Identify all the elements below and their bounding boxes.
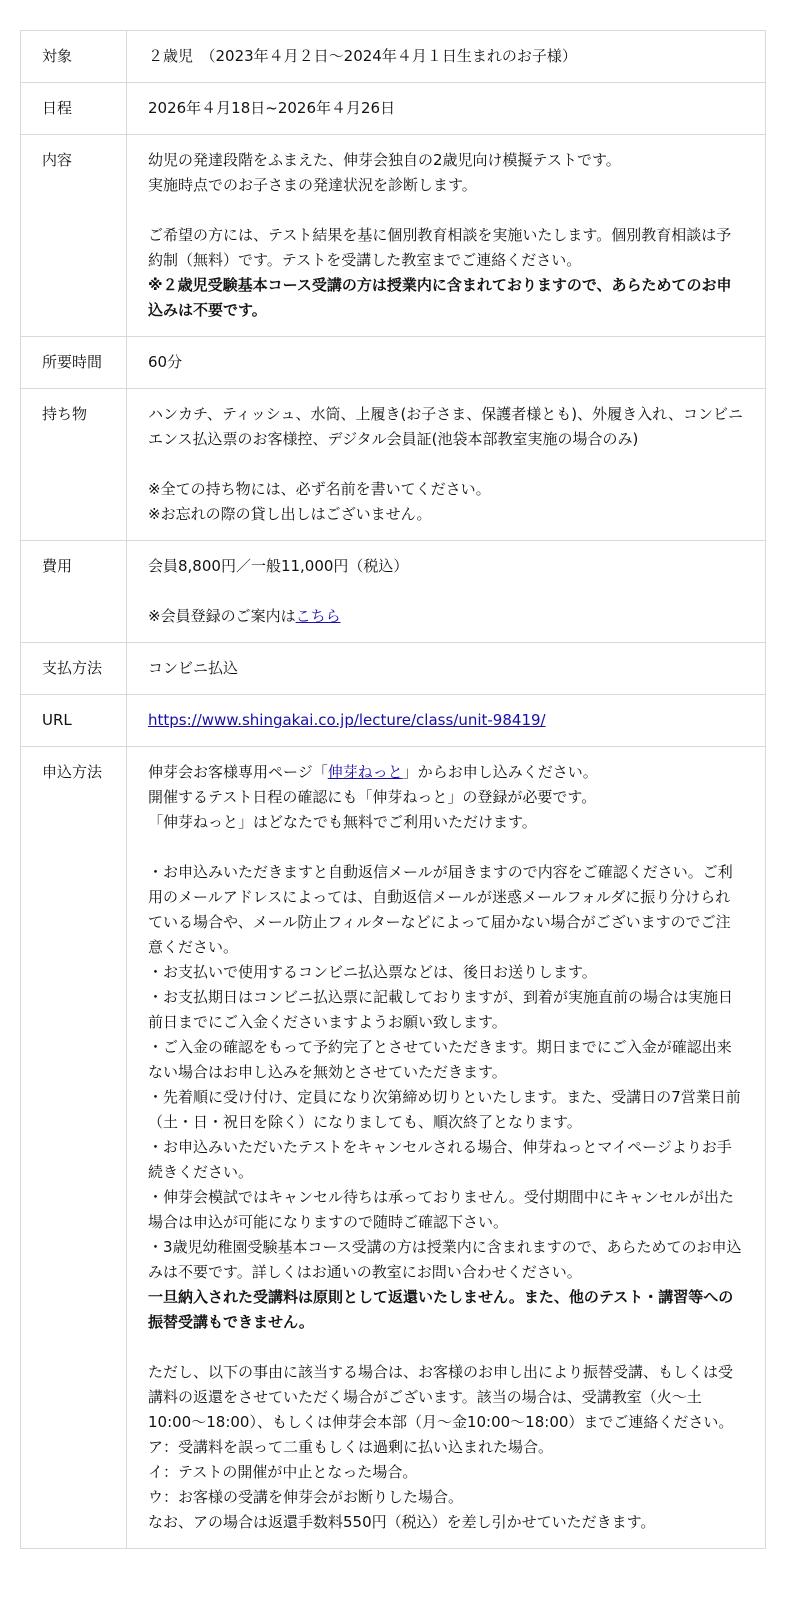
fee-note <box>148 604 745 629</box>
application-intro-suffix: 」からお申し込みください。 <box>402 763 598 781</box>
member-registration-link[interactable]: こちら <box>295 607 341 625</box>
list-item: ・お申込みいただきますと自動返信メールが届きますので内容をご確認ください。ご利用のメールアドレスによっては、自動返信メールが迷惑メールフォルダに振り分けられている場合や、メール防止フィルターなどによって届かない場合がございますのでご注意ください。 <box>148 863 733 956</box>
list-item: ・ご入金の確認をもって予約完了とさせていただきます。期日までにご入金が確認出来ない場合はお申し込みを無効とさせていただきます。 <box>148 1038 732 1081</box>
case-a: ア：受講料を誤って二重もしくは過剰に払い込まれた場合。 <box>148 1438 554 1456</box>
value-content <box>127 135 766 337</box>
row-belongings <box>21 389 766 541</box>
belongings-line-3: ※お忘れの際の貸し出しはございません。 <box>148 505 432 523</box>
belongings-line-1: ハンカチ、ティッシュ、水筒、上履き(お子さま、保護者様とも)、外履き入れ、コンビニエンス払込票のお客様控、デジタル会員証(池袋本部教室実施の場合のみ) <box>148 405 744 448</box>
label-fee: 費用 <box>21 541 127 643</box>
spacer <box>148 198 745 223</box>
list-item: ・お支払期日はコンビニ払込票に記載しておりますが、到着が実施直前の場合は実施日前日までにご入金くださいますようお願い致します。 <box>148 988 734 1031</box>
application-line-2: 開催するテスト日程の確認にも「伸芽ねっと」の登録が必要です。 <box>148 788 597 806</box>
application-intro-prefix: 伸芽会お客様専用ページ「 <box>148 763 328 781</box>
case-u: ウ：お客様の受講を伸芽会がお断りした場合。 <box>148 1488 464 1506</box>
label-url: URL <box>21 695 127 747</box>
content-line-1: 幼児の発達段階をふまえた、伸芽会独自の2歳児向け模擬テストです。 <box>148 151 621 169</box>
label-payment: 支払方法 <box>21 643 127 695</box>
content-bold-note: ※２歳児受験基本コース受講の方は授業内に含まれておりますので、あらためてのお申込みは不要です。 <box>148 276 732 319</box>
refund-exception: ただし、以下の事由に該当する場合は、お客様のお申し出により振替受講、もしくは受講料の返還をさせていただく場合がございます。該当の場合は、受講教室（火〜土10:00〜18:00）、もしくは伸芽会本部（月〜金10:00〜18:00）までご連絡ください。 <box>148 1363 734 1431</box>
label-schedule: 日程 <box>21 83 127 135</box>
value-url <box>127 695 766 747</box>
list-item: ・先着順に受け付け、定員になり次第締め切りといたします。また、受講日の7営業日前（土・日・祝日を除く）になりましても、順次終了となります。 <box>148 1088 741 1131</box>
value-fee <box>127 541 766 643</box>
value-payment: コンビニ払込 <box>127 643 766 695</box>
row-payment <box>21 643 766 695</box>
fee-note-text: ※会員登録のご案内は <box>148 607 296 625</box>
refund-policy-bold: 一旦納入された受講料は原則として返還いたしません。また、他のテスト・講習等への振替受講もできません。 <box>148 1288 734 1331</box>
content-line-3: ご希望の方には、テスト結果を基に個別教育相談を実施いたします。個別教育相談は予約制（無料）です。テストを受講した教室までご連絡ください。 <box>148 226 732 269</box>
list-item: ・伸芽会模試ではキャンセル待ちは承っておりません。受付期間中にキャンセルが出た場合は申込が可能になりますので随時ご確認下さい。 <box>148 1188 734 1231</box>
row-target <box>21 31 766 83</box>
row-url <box>21 695 766 747</box>
row-duration <box>21 337 766 389</box>
row-content <box>21 135 766 337</box>
list-item: ・お支払いで使用するコンビニ払込票などは、後日お送りします。 <box>148 963 597 981</box>
refund-fee-note: なお、アの場合は返還手数料550円（税込）を差し引かせていただきます。 <box>148 1513 656 1531</box>
label-belongings: 持ち物 <box>21 389 127 541</box>
value-application <box>127 747 766 1549</box>
label-application: 申込方法 <box>21 747 127 1549</box>
application-intro <box>148 760 745 785</box>
belongings-line-2: ※全ての持ち物には、必ず名前を書いてください。 <box>148 480 491 498</box>
label-target: 対象 <box>21 31 127 83</box>
label-duration: 所要時間 <box>21 337 127 389</box>
application-line-3: 「伸芽ねっと」はどなたでも無料でご利用いただけます。 <box>148 813 537 831</box>
spacer <box>148 579 745 604</box>
list-item: ・お申込みいただいたテストをキャンセルされる場合、伸芽ねっとマイページよりお手続きください。 <box>148 1138 732 1181</box>
value-belongings <box>127 389 766 541</box>
label-content: 内容 <box>21 135 127 337</box>
value-target: ２歳児 （2023年４月２日～2024年４月１日生まれのお子様） <box>127 31 766 83</box>
spacer <box>148 452 745 477</box>
shingnet-link[interactable]: 伸芽ねっと <box>327 763 403 781</box>
value-schedule: 2026年４月18日~2026年４月26日 <box>127 83 766 135</box>
spacer <box>148 835 745 860</box>
row-fee <box>21 541 766 643</box>
row-application <box>21 747 766 1549</box>
content-line-2: 実施時点でのお子さまの発達状況を診断します。 <box>148 176 477 194</box>
spacer <box>148 1335 745 1360</box>
event-info-container <box>20 30 766 1549</box>
row-schedule <box>21 83 766 135</box>
list-item: ・3歳児幼稚園受験基本コース受講の方は授業内に含まれますので、あらためてのお申込みは不要です。詳しくはお通いの教室にお問い合わせください。 <box>148 1238 742 1281</box>
fee-amount: 会員8,800円／一般11,000円（税込） <box>148 557 409 575</box>
value-duration: 60分 <box>127 337 766 389</box>
event-info-table <box>20 30 766 1549</box>
lecture-url-link[interactable]: https://www.shingakai.co.jp/lecture/class/unit-98419/ <box>148 711 546 729</box>
case-i: イ：テストの開催が中止となった場合。 <box>148 1463 418 1481</box>
